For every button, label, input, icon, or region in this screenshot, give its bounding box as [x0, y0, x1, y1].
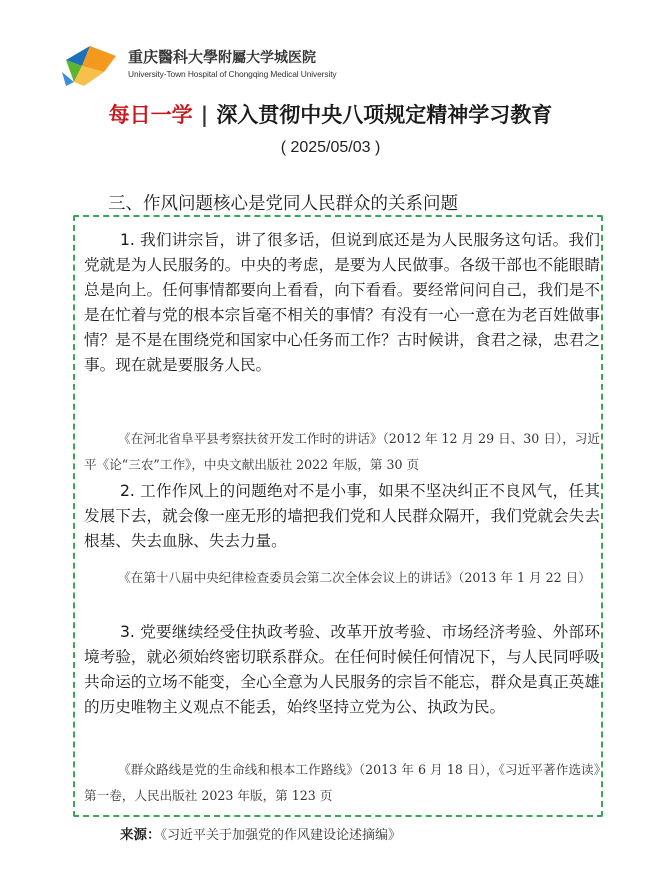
title-main: 深入贯彻中央八项规定精神学习教育 — [216, 102, 553, 127]
section-heading: 三、作风问题核心是党同人民群众的关系问题 — [108, 194, 458, 214]
quote-paragraph-2: 2. 工作作风上的问题绝对不是小事，如果不坚决纠正不良风气，任其发展下去，就会像一座无形的墙把我们党和人民群众隔开，我们党就会失去根基、失去血脉、失去力量。 — [84, 482, 600, 550]
hospital-logo — [60, 40, 360, 90]
hospital-name-en: University-Town Hospital of Chongqing Medical University — [128, 69, 337, 79]
citation-2: 《在第十八届中央纪律检查委员会第二次全体会议上的讲话》（2013 年 1 月 22 日） — [118, 570, 591, 585]
source-line — [120, 823, 401, 843]
citation-3: 《群众路线是党的生命线和根本工作路线》（2013 年 6 月 18 日），《习近平著作选读》第一卷，人民出版社 2023 年版，第 123 页 — [84, 762, 600, 803]
quote-paragraph-3: 3. 党要继续经受住执政考验、改革开放考验、市场经济考验、外部环境考验，就必须始终密切联系群众。在任何时候任何情况下，与人民同呼吸共命运的立场不能变，全心全意为人民服务的宗旨不能忘，群众是真正英雄的历史唯物主义观点不能丢，始终坚持立党为公、执政为民。 — [84, 623, 600, 716]
hospital-name-cn: 重庆醫科大學附屬大学城医院 — [128, 48, 317, 66]
page-title — [0, 99, 661, 129]
hospital-logo-icon — [60, 42, 120, 88]
publish-date: ( 2025/05/03 ) — [280, 139, 381, 156]
quote-paragraph-1: 1. 我们讲宗旨，讲了很多话，但说到底还是为人民服务这句话。我们党就是为人民服务的。中央的考虑，是要为人民做事。各级干部也不能眼睛总是向上。任何事情都要向上看看，向下看看。要经常问问自己，我们是不是在忙着与党的根本宗旨毫不相关的事情？有没有一心一意在为老百姓做事情？是不是在围绕党和国家中心任务而工作？古时候讲，食君之禄，忠君之事。现在就是要服务人民。 — [84, 231, 600, 374]
source-label: 来源： — [120, 827, 161, 843]
title-separator: | — [200, 102, 209, 127]
title-prefix: 每日一学 — [108, 102, 193, 127]
citation-1: 《在河北省阜平县考察扶贫开发工作时的讲话》（2012 年 12 月 29 日、30 日），习近平《论“三农”工作》，中央文献出版社 2022 年版，第 30 页 — [84, 431, 600, 472]
source-value: 《习近平关于加强党的作风建设论述摘编》 — [160, 828, 402, 843]
